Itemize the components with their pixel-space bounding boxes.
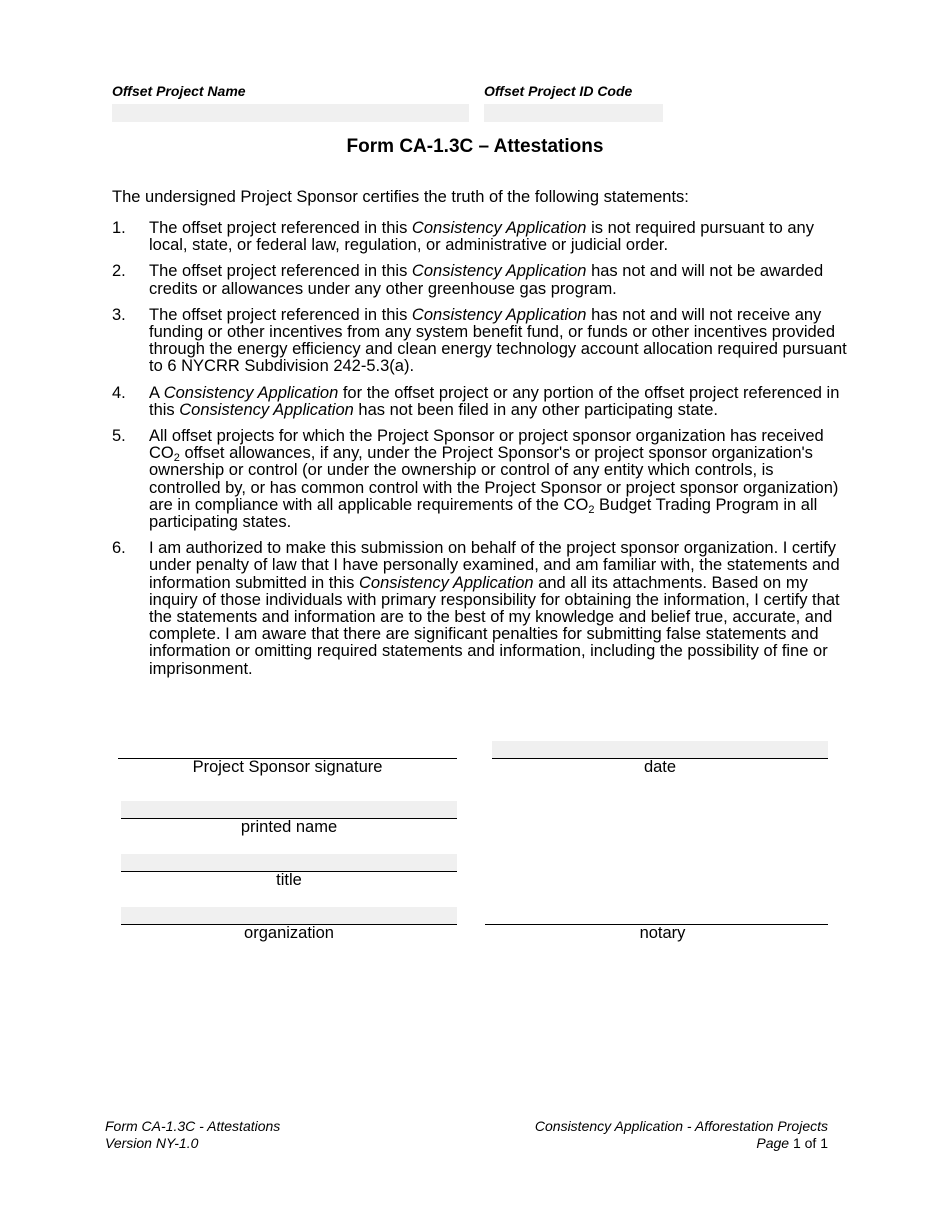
statement-2: 2. The offset project referenced in this Consistency Application has not and will not be awarded credits or allowances under any other greenhouse gas program.: [112, 262, 824, 298]
footer-page-number: Page 1 of 1: [756, 1135, 828, 1151]
statement-5: 5. All offset projects for which the Project Sponsor or project sponsor organization has received $CO_2$ offset allowances, if any, under the Project Sponsor's or project sponsor organization's ownership or control (or under the ownership or control of any entity which controls, is controlled by, or has common control with the Project Sponsor or project sponsor organization) are in compliance with all applicable requirements of the $CO_2$ Budget Trading Program in all participating states.: [112, 427, 839, 532]
footer-left: [105, 1118, 280, 1152]
title-input[interactable]: [121, 854, 457, 871]
notary-label: notary: [639, 924, 686, 942]
footer-form-name: Form CA-1.3C - Attestations: [105, 1118, 281, 1134]
form-title: Form CA-1.3C – Attestations: [346, 136, 604, 157]
project-name-input[interactable]: [112, 104, 469, 122]
footer-version: Version NY-1.0: [105, 1135, 199, 1151]
project-id-label: Offset Project ID Code: [484, 83, 633, 99]
project-name-label: Offset Project Name: [112, 83, 246, 99]
signature-label: Project Sponsor signature: [192, 758, 383, 776]
statement-1: 1. The offset project referenced in this Consistency Application is not required pursuant to any local, state, or federal law, regulation, or administrative or judicial order.: [112, 219, 814, 255]
statement-list: [112, 220, 847, 687]
statement-3: 3. The offset project referenced in this Consistency Application has not and will not receive any funding or other incentives from any system benefit fund, or funds or other incentives provided through the energy efficiency and clean energy technology account allocation required pursuant to 6 NYCRR Subdivision 242-5.3(a).: [112, 305, 847, 376]
date-label: date: [643, 758, 677, 776]
intro-text: The undersigned Project Sponsor certifies the truth of the following statements:: [112, 188, 689, 206]
footer-right: [535, 1118, 828, 1152]
printed-name-label: printed name: [240, 818, 338, 836]
date-input[interactable]: [492, 741, 828, 758]
statement-6: 6. I am authorized to make this submission on behalf of the project sponsor organization. I certify under penalty of law that I have personally examined, and am familiar with, the statements and information submitted in this Consistency Application and all its attachments. Based on my inquiry of those individuals with primary responsibility for obtaining the information, I certify that the statements and information are to the best of my knowledge and belief true, accurate, and complete. I am aware that there are significant penalties for submitting false statements and information or omitting required statements and information, including the possibility of fine or imprisonment.: [112, 539, 840, 678]
footer-app-name: Consistency Application - Afforestation Projects: [534, 1118, 828, 1134]
project-id-input[interactable]: [484, 104, 663, 122]
organization-input[interactable]: [121, 907, 457, 924]
title-label: title: [276, 871, 302, 889]
statement-4: 4. A Consistency Application for the offset project or any portion of the offset project referenced in this Consistency Application has not been filed in any other participating state.: [112, 383, 840, 419]
organization-label: organization: [244, 924, 334, 942]
printed-name-input[interactable]: [121, 801, 457, 818]
